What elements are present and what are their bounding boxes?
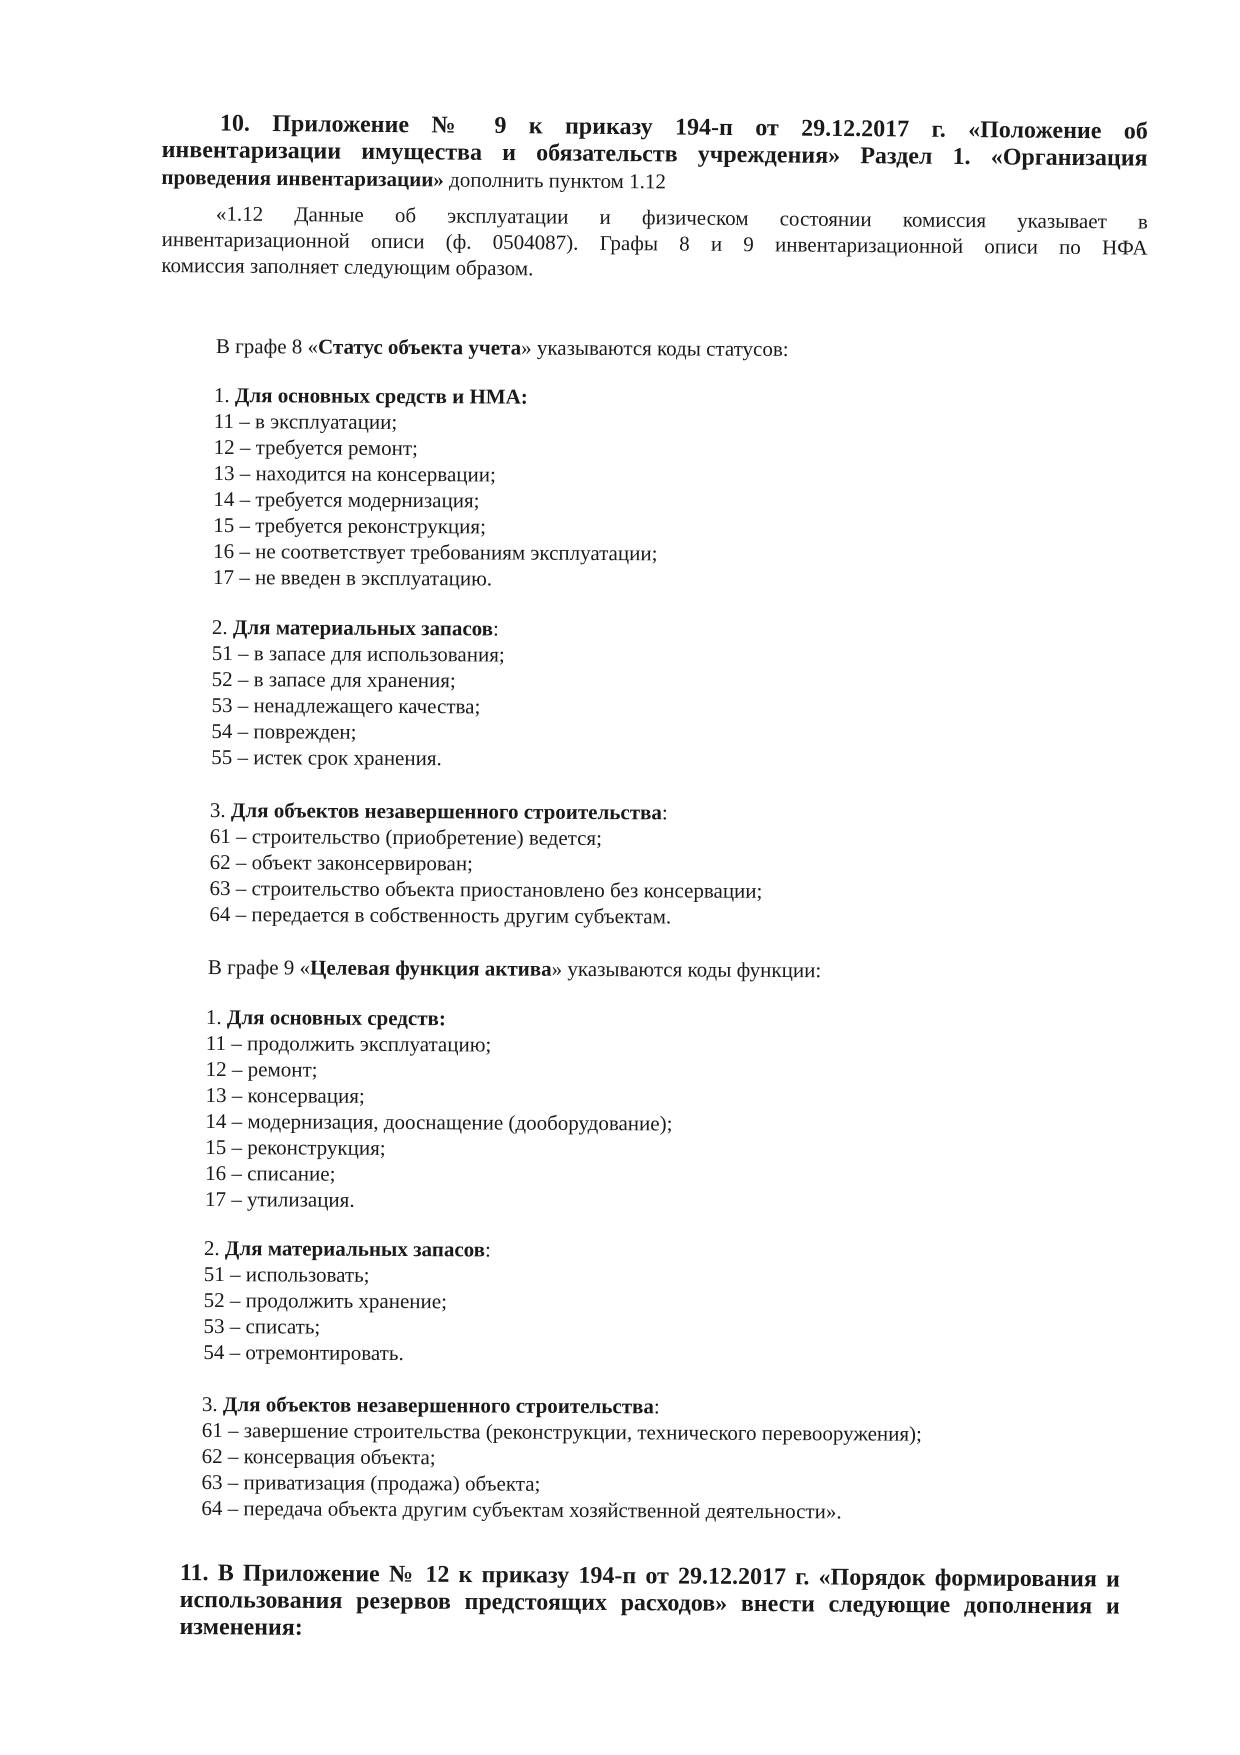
group-heading: 2. Для материальных запасов: xyxy=(203,1236,491,1262)
list-item: 55 – истек срок хранения. xyxy=(211,744,442,771)
paragraph-line: комиссия заполняет следующим образом. xyxy=(161,252,534,281)
list-item: 51 – в запасе для использования; xyxy=(211,640,505,667)
graph-8-group-2 xyxy=(211,614,1112,775)
graph-8-section xyxy=(216,333,1116,364)
section-11-heading xyxy=(179,1560,1120,1648)
group-heading: 3. Для объектов незавершенного строительства: xyxy=(201,1392,660,1419)
list-item: 16 – не соответствует требованиям эксплуатации; xyxy=(213,538,658,566)
list-item: 15 – требуется реконструкция; xyxy=(213,512,487,539)
group-heading: 3. Для объектов незавершенного строительства: xyxy=(209,798,668,825)
list-item: 64 – передается в собственность другим субъектам. xyxy=(209,901,672,929)
list-item: 64 – передача объекта другим субъектам хозяйственной деятельности». xyxy=(201,1495,842,1524)
heading-line: использования резервов предстоящих расходов» внести следующие дополнения и xyxy=(179,1586,1120,1620)
list-item: 63 – приватизация (продажа) объекта; xyxy=(201,1469,541,1496)
list-item: 15 – реконструкция; xyxy=(205,1134,386,1160)
list-item: 14 – модернизация, дооснащение (дооборудование); xyxy=(205,1108,673,1136)
list-item: 17 – утилизация. xyxy=(204,1186,355,1212)
list-item: 54 – поврежден; xyxy=(211,718,357,744)
list-item: 12 – ремонт; xyxy=(205,1056,318,1082)
list-item: 12 – требуется ремонт; xyxy=(213,434,418,461)
list-item: 16 – списание; xyxy=(205,1160,336,1186)
graph-9-intro: В графе 9 «Целевая функция актива» указываются коды функции: xyxy=(207,955,822,983)
list-item: 62 – консервация объекта; xyxy=(201,1443,436,1470)
graph-9-title: Целевая функция актива xyxy=(309,955,552,981)
list-item: 17 – не введен в эксплуатацию. xyxy=(212,564,493,591)
list-item: 11 – продолжить эксплуатацию; xyxy=(205,1030,492,1057)
graph-9-group-1 xyxy=(205,1004,1106,1217)
list-item: 13 – находится на консервации; xyxy=(213,460,496,487)
heading-line: 10. Приложение № 9 к приказу 194-п от 29.12.2017 г. «Положение об xyxy=(219,110,1148,145)
list-item: 51 – использовать; xyxy=(203,1261,370,1287)
list-item: 53 – списать; xyxy=(203,1313,321,1339)
paragraph-line: «1.12 Данные об эксплуатации и физическом состоянии комиссия указывает в xyxy=(215,201,1148,234)
graph-8-group-3 xyxy=(209,797,1110,932)
group-heading: 1. Для основных средств: xyxy=(205,1005,446,1031)
graph-9-group-3 xyxy=(201,1391,1102,1526)
list-item: 63 – строительство объекта приостановлено без консервации; xyxy=(209,875,763,903)
group-heading: 1. Для основных средств и НМА: xyxy=(213,383,528,409)
list-item: 14 – требуется модернизация; xyxy=(213,486,480,513)
graph-8-title: Статус объекта учета xyxy=(317,334,522,360)
heading-rest-text: дополнить пунктом 1.12 xyxy=(443,167,667,194)
heading-line: изменения: xyxy=(179,1613,303,1641)
list-item: 53 – ненадлежащего качества; xyxy=(211,692,481,719)
list-item: 52 – в запасе для хранения; xyxy=(211,666,456,693)
list-item: 52 – продолжить хранение; xyxy=(203,1287,448,1314)
heading-line: инвентаризации имущества и обязательств учреждения» Раздел 1. «Организация xyxy=(161,136,1148,172)
graph-8-intro: В графе 8 «Статус объекта учета» указываются коды статусов: xyxy=(215,334,789,361)
graph-9-section xyxy=(208,954,1108,985)
list-item: 13 – консервация; xyxy=(205,1082,365,1108)
group-heading: 2. Для материальных запасов: xyxy=(211,615,499,641)
heading-bold-text: проведения инвентаризации» xyxy=(161,164,444,192)
section-10-heading xyxy=(161,110,1148,199)
heading-line: 11. В Приложение № 12 к приказу 194-п от 29.12.2017 г. «Порядок формирования и xyxy=(179,1560,1120,1593)
graph-8-group-1 xyxy=(213,382,1114,595)
list-item: 11 – в эксплуатации; xyxy=(213,408,398,434)
list-item: 61 – завершение строительства (реконструкции, технического перевооружения); xyxy=(201,1417,922,1446)
graph-9-group-2 xyxy=(203,1235,1104,1370)
paragraph-1-12 xyxy=(161,200,1148,287)
list-item: 62 – объект законсервирован; xyxy=(209,849,474,876)
list-item: 61 – строительство (приобретение) ведется; xyxy=(209,823,603,851)
list-item: 54 – отремонтировать. xyxy=(203,1339,404,1366)
paragraph-line: инвентаризационной описи (ф. 0504087). Графы 8 и 9 инвентаризационной описи по НФА xyxy=(161,226,1148,260)
